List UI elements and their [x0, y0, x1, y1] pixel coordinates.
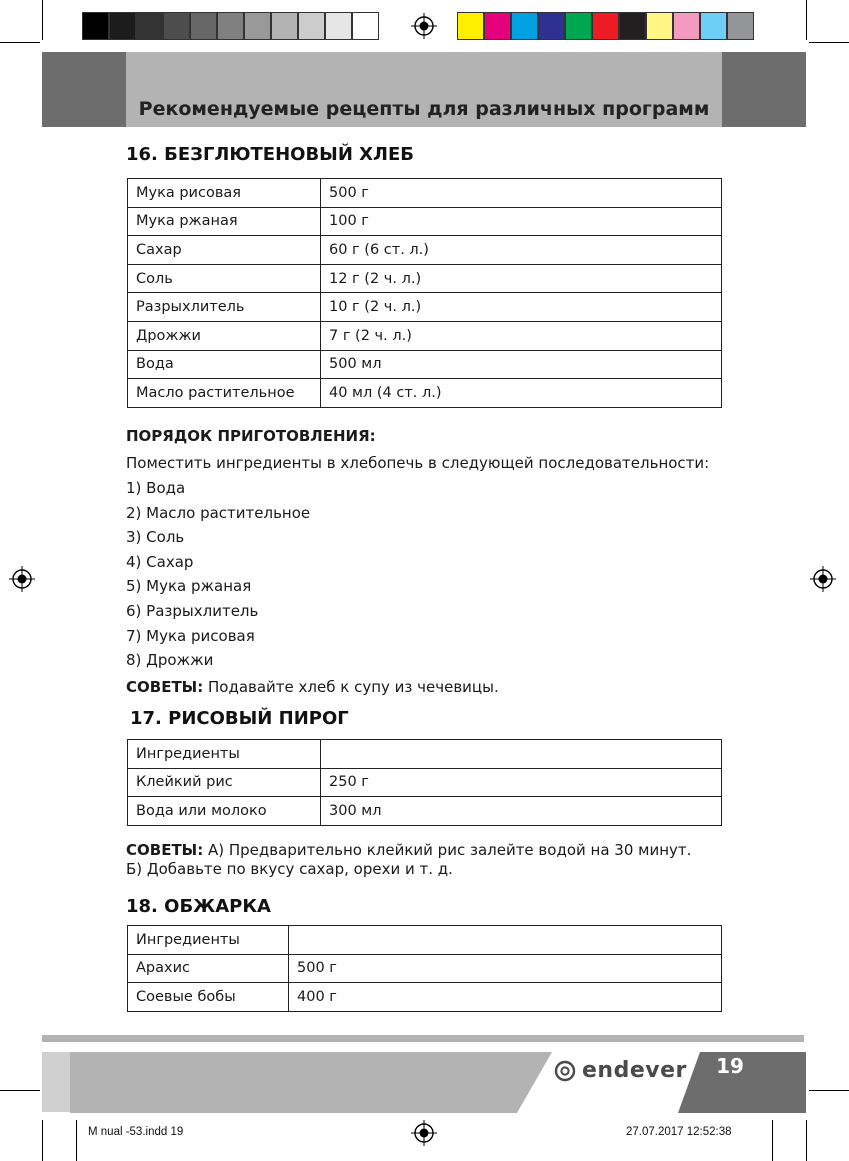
ingredient-row — [128, 293, 722, 322]
registration-mark-icon — [411, 13, 437, 39]
recipe-17-title: 17. РИСОВЫЙ ПИРОГ — [130, 708, 349, 729]
ingredient-amount-cell: 300 мл — [321, 797, 722, 826]
brand-name: endever — [582, 1058, 687, 1083]
preparation-steps-list — [126, 478, 310, 675]
ingredient-row — [128, 236, 722, 265]
color-swatch — [592, 12, 619, 40]
ingredient-amount-cell: 500 г — [321, 179, 722, 208]
process-color-bar — [457, 12, 754, 40]
ingredient-name-cell: Мука рисовая — [128, 179, 321, 208]
ingredient-amount-cell: 10 г (2 ч. л.) — [321, 293, 722, 322]
ingredient-amount-cell: 60 г (6 ст. л.) — [321, 236, 722, 265]
tips-label: СОВЕТЫ: — [126, 841, 204, 859]
ingredient-name-cell: Ингредиенты — [128, 926, 289, 955]
ingredient-amount-cell: 400 г — [289, 983, 722, 1012]
color-swatch — [325, 12, 352, 40]
recipe-16-tips — [126, 678, 499, 696]
ingredient-row — [128, 954, 722, 983]
ingredient-name-cell: Арахис — [128, 954, 289, 983]
color-swatch — [727, 12, 754, 40]
ingredient-name-cell: Дрожжи — [128, 321, 321, 350]
brand-logo — [554, 1058, 687, 1083]
preparation-step: 1) Вода — [126, 479, 186, 497]
preparation-intro: Поместить ингредиенты в хлебопечь в следующей последовательности: — [126, 454, 710, 472]
preparation-step: 4) Сахар — [126, 552, 194, 571]
color-swatch — [484, 12, 511, 40]
color-swatch — [217, 12, 244, 40]
ingredient-amount-cell: 250 г — [321, 768, 722, 797]
ingredient-name-cell: Соль — [128, 264, 321, 293]
slug-timestamp: 27.07.2017 12:52:38 — [626, 1126, 732, 1138]
ingredient-amount-cell: 40 мл (4 ст. л.) — [321, 379, 722, 408]
footer-band — [42, 1052, 806, 1113]
preparation-step: 2) Масло растительное — [126, 503, 311, 522]
ingredient-row — [128, 379, 722, 408]
page-title: Рекомендуемые рецепты для различных программ — [138, 98, 710, 120]
ingredient-amount-cell: 500 мл — [321, 350, 722, 379]
endever-logo-icon — [554, 1060, 576, 1082]
crop-mark — [76, 1120, 77, 1161]
preparation-step: 3) Соль — [126, 528, 185, 547]
recipe-18-title: 18. ОБЖАРКА — [126, 896, 271, 917]
crop-mark — [0, 42, 40, 43]
preparation-step: 5) Мука ржаная — [126, 577, 252, 596]
crop-mark — [42, 1120, 43, 1161]
header-right-block — [722, 52, 806, 127]
page-number: 19 — [716, 1054, 744, 1078]
color-swatch — [457, 12, 484, 40]
color-swatch — [244, 12, 271, 40]
color-swatch — [538, 12, 565, 40]
color-swatch — [298, 12, 325, 40]
color-swatch — [163, 12, 190, 40]
color-swatch — [352, 12, 379, 40]
crop-mark — [0, 1090, 40, 1091]
color-swatch — [646, 12, 673, 40]
recipe-16-title: 16. БЕЗГЛЮТЕНОВЫЙ ХЛЕБ — [126, 144, 414, 165]
color-swatch — [82, 12, 109, 40]
ingredient-amount-cell — [289, 926, 722, 955]
color-swatch — [511, 12, 538, 40]
color-swatch — [700, 12, 727, 40]
ingredient-name-cell: Соевые бобы — [128, 983, 289, 1012]
ingredient-row — [128, 179, 722, 208]
ingredient-row — [128, 321, 722, 350]
preparation-step: 8) Дрожжи — [126, 651, 214, 670]
ingredient-name-cell: Клейкий рис — [128, 768, 321, 797]
crop-mark — [806, 1120, 807, 1161]
color-swatch — [190, 12, 217, 40]
ingredient-name-cell: Мука ржаная — [128, 207, 321, 236]
recipe-16-ingredients-table — [127, 178, 722, 408]
crop-mark — [772, 1120, 773, 1161]
ingredient-row — [128, 797, 722, 826]
ingredient-row — [128, 740, 722, 769]
recipe-17-tips-a — [126, 841, 691, 859]
color-swatch — [565, 12, 592, 40]
preparation-step: 7) Мука рисовая — [126, 626, 255, 645]
crop-mark — [806, 0, 807, 40]
ingredient-row — [128, 350, 722, 379]
preparation-heading: ПОРЯДОК ПРИГОТОВЛЕНИЯ: — [126, 427, 376, 445]
ingredient-amount-cell: 7 г (2 ч. л.) — [321, 321, 722, 350]
ingredient-name-cell: Разрыхлитель — [128, 293, 321, 322]
crop-mark — [42, 0, 43, 40]
ingredient-amount-cell: 12 г (2 ч. л.) — [321, 264, 722, 293]
ingredient-row — [128, 207, 722, 236]
ingredient-row — [128, 768, 722, 797]
registration-mark-icon — [411, 1120, 437, 1146]
ingredient-row — [128, 264, 722, 293]
ingredient-name-cell: Вода или молоко — [128, 797, 321, 826]
tips-text: А) Предварительно клейкий рис залейте водой на 30 минут. — [208, 841, 692, 859]
ingredient-name-cell: Вода — [128, 350, 321, 379]
registration-mark-icon — [810, 566, 836, 592]
recipe-18-ingredients-table — [127, 925, 722, 1012]
ingredient-amount-cell: 500 г — [289, 954, 722, 983]
ingredient-amount-cell: 100 г — [321, 207, 722, 236]
crop-mark — [809, 42, 849, 43]
registration-mark-icon — [9, 566, 35, 592]
ingredient-name-cell: Ингредиенты — [128, 740, 321, 769]
recipe-17-ingredients-table — [127, 739, 722, 826]
ingredient-name-cell: Масло растительное — [128, 379, 321, 408]
footer-rule — [42, 1035, 804, 1042]
recipe-17-tips-b: Б) Добавьте по вкусу сахар, орехи и т. д. — [126, 860, 453, 878]
gray-color-bar — [82, 12, 379, 40]
ingredient-name-cell: Сахар — [128, 236, 321, 265]
color-swatch — [109, 12, 136, 40]
ingredient-row — [128, 926, 722, 955]
preparation-step: 6) Разрыхлитель — [126, 601, 259, 620]
color-swatch — [673, 12, 700, 40]
tips-text: Подавайте хлеб к супу из чечевицы. — [208, 678, 499, 696]
color-swatch — [271, 12, 298, 40]
crop-mark — [809, 1090, 849, 1091]
ingredient-amount-cell — [321, 740, 722, 769]
ingredient-row — [128, 983, 722, 1012]
color-swatch — [136, 12, 163, 40]
header-left-block — [42, 52, 126, 127]
tips-label: СОВЕТЫ: — [126, 678, 204, 696]
slug-file-info: M nual -53.indd 19 — [88, 1126, 184, 1138]
color-swatch — [619, 12, 646, 40]
